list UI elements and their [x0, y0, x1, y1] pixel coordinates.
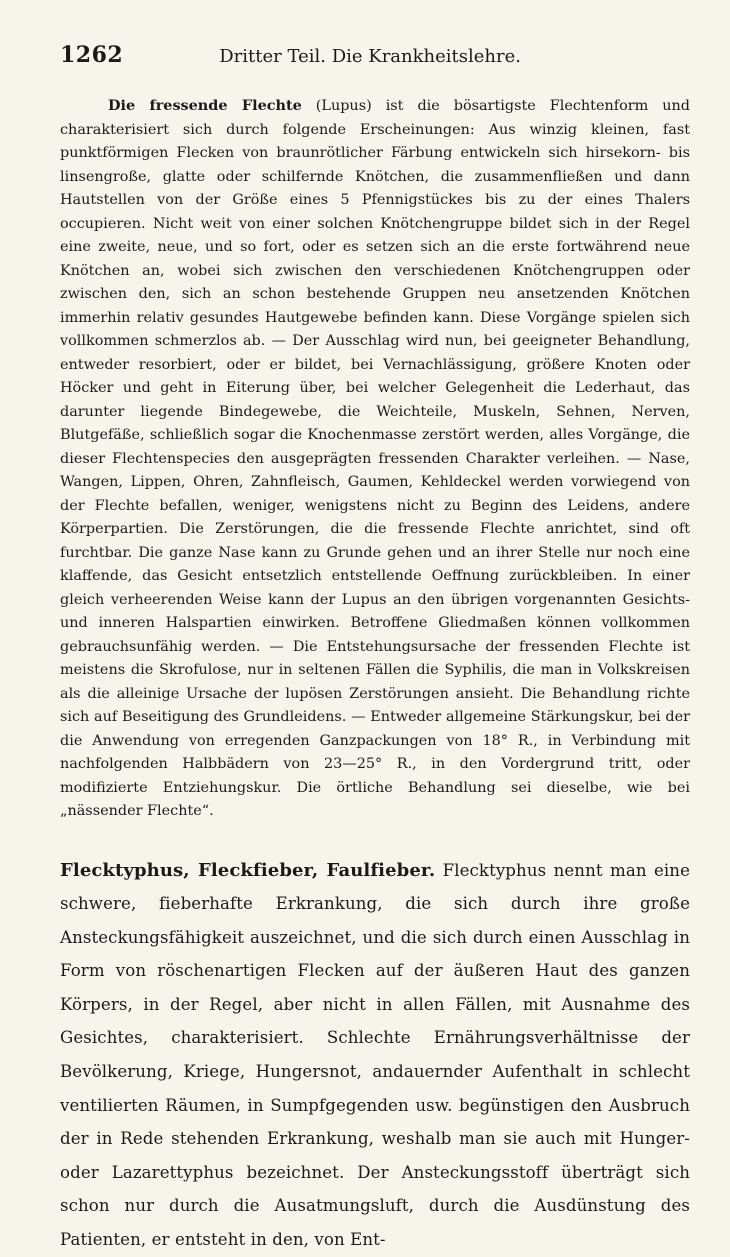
page-number: 1262 — [60, 42, 124, 68]
entry-title: Flecktyphus, Fleckfieber, Faulfieber. — [60, 859, 436, 881]
running-head: Dritter Teil. Die Krankheitslehre. — [219, 46, 521, 67]
entry-body: Flecktyphus nennt man eine schwere, fieberhafte Erkrankung, die sich durch ihre große Ansteckungsfähigkeit auszeichnet, und die sich durch einen Ausschlag in Form von röschenartigen Flecken auf der äußeren Haut des ganzen Körpers, in der Regel, aber nicht in allen Fällen, mit Ausnahme des Gesichtes, charakterisiert. Schlechte Ernährungsverhältnisse der Bevölkerung, Kriege, Hungersnot, andauernder Aufenthalt in schlecht ventilierten Räumen, in Sumpfgegenden usw. begünstigen den Ausbruch der in Rede stehenden Erkrankung, weshalb man sie auch mit Hunger- oder Lazarettyphus bezeichnet. Der Ansteckungsstoff überträgt sich schon nur durch die Ausatmungsluft, durch die Ausdünstung des Patienten, er entsteht in den, von Ent- — [60, 860, 691, 1250]
page-header — [60, 42, 690, 68]
entry-flecktyphus — [60, 854, 690, 1257]
entry-body: (Lupus) ist die bösartigste Flechtenform und charakterisiert sich durch folgende Erscheinungen: Aus winzig kleinen, fast punktförmigen Flecken von braunrötlicher Färbung entwickeln sich hirsekorn- bis linsengroße, glatte oder schilfernde Knötchen, die zusammenfließen und dann Hautstellen von der Größe eines 5 Pfennigstückes bis zu der eines Thalers occupieren. Nicht weit von einer solchen Knötchengruppe bildet sich in der Regel eine zweite, neue, und so fort, oder es setzen sich an die erste fortwährend neue Knötchen an, wobei sich zwischen den verschiedenen Knötchengruppen oder zwischen den, sich an schon bestehende Gruppen neu ansetzenden Knötchen immerhin relativ gesundes Hautgewebe befinden kann. Diese Vorgänge spielen sich vollkommen schmerzlos ab. — Der Ausschlag wird nun, bei geeigneter Behandlung, entweder resorbiert, oder er bildet, bei Vernachlässigung, größere Knoten oder Höcker und geht in Eiterung über, bei welcher Gelegenheit die Lederhaut, das darunter liegende Bindegewebe, die Weichteile, Muskeln, Sehnen, Nerven, Blutgefäße, schließlich sogar die Knochenmasse zerstört werden, alles Vorgänge, die dieser Flechtenspecies den ausgeprägten fressenden Charakter verleihen. — Nase, Wangen, Lippen, Ohren, Zahnfleisch, Gaumen, Kehldeckel werden vorwiegend von der Flechte befallen, weniger, wenigstens nicht zu Beginn des Leidens, andere Körperpartien. Die Zerstörungen, die die fressende Flechte anrichtet, sind oft furchtbar. Die ganze Nase kann zu Grunde gehen und an ihrer Stelle nur noch eine klaffende, das Gesicht entsetzlich entstellende Oeffnung zurückbleiben. In einer gleich verheerenden Weise kann der Lupus an den übrigen vorgenannten Gesichts- und inneren Halspartien einwirken. Betroffene Gliedmaßen können vollkommen gebrauchsunfähig werden. — Die Entstehungsursache der fressenden Flechte ist meistens die Skrofulose, nur in seltenen Fällen die Syphilis, die man in Volkskreisen als die alleinige Ursache der lupösen Zerstörungen ansieht. Die Behandlung richte sich auf Beseitigung des Grundleidens. — Entweder allgemeine Stärkungskur, bei der die Anwendung von erregenden Ganzpackungen von 18° R., in Verbindung mit nachfolgenden Halbbädern von 23—25° R., in den Vordergrund tritt, oder modifizierte Entziehungskur. Die örtliche Behandlung sei dieselbe, wie bei „nässender Flechte“. — [60, 98, 690, 819]
entry-lupus — [60, 94, 690, 824]
entry-title: Die fressende Flechte — [108, 97, 302, 114]
